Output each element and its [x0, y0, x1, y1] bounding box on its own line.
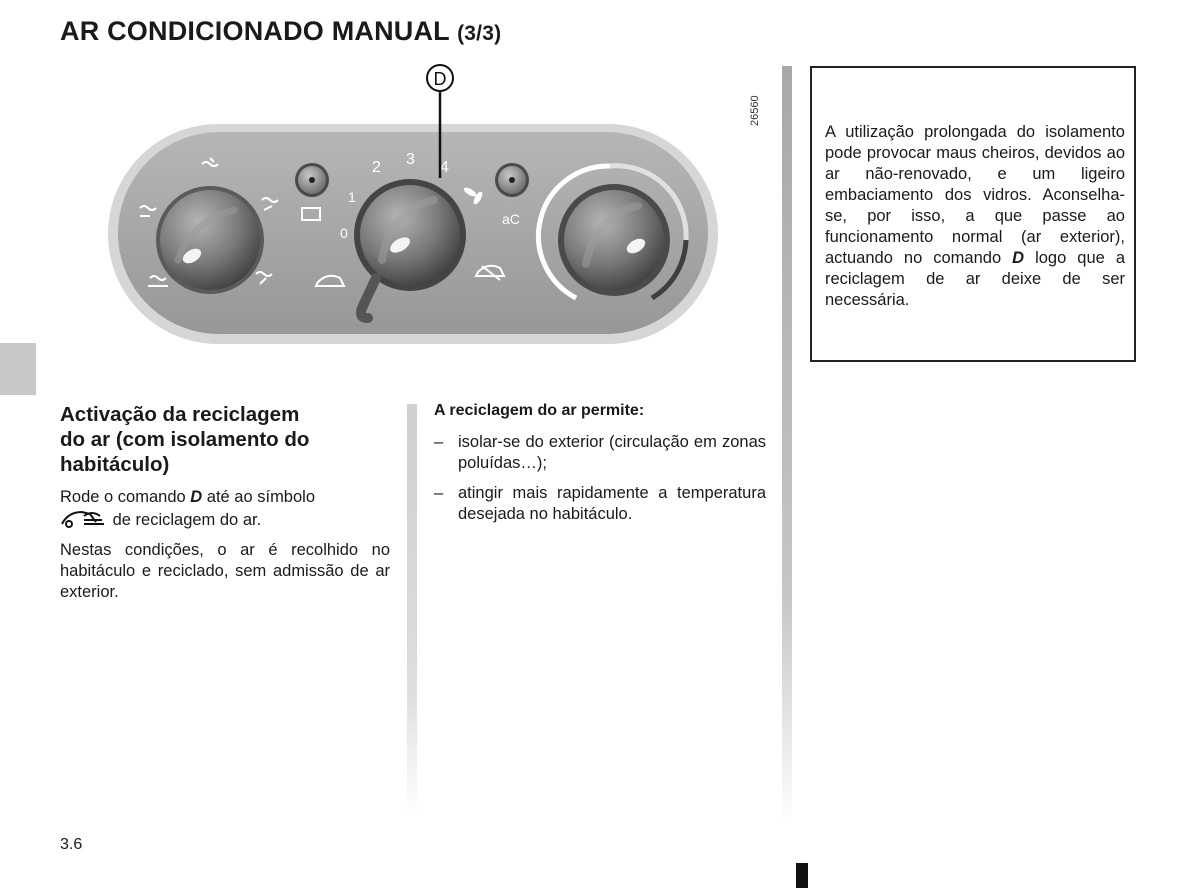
instruction-paragraph	[60, 487, 390, 531]
instruction-text-end: de reciclagem do ar.	[108, 511, 262, 529]
benefits-list	[434, 432, 766, 534]
warning-note-text	[825, 122, 1125, 311]
fan-speed-mark-1: 1	[348, 189, 356, 205]
fan-speed-mark-0: 0	[340, 225, 348, 241]
warning-note-start: A utilização prolongada do isolamento pode provocar maus cheiros, devidos ao ar não-renovado, e um ligeiro embaciamento dos vidros. Aconselha-se, por isso, a que passe ao funcionamento normal (ar exterior), actuando no comando	[825, 123, 1125, 267]
climate-control-panel-illustration	[100, 60, 780, 350]
warning-note-box	[810, 66, 1136, 362]
page-edge-marker	[796, 863, 808, 888]
fan-speed-mark-4: 4	[440, 159, 449, 176]
temperature-knob[interactable]	[558, 184, 670, 296]
section-tab	[0, 343, 36, 395]
figure-code	[742, 78, 764, 128]
air-distribution-knob[interactable]	[156, 186, 264, 294]
section-heading-line-1: Activação da reciclagem	[60, 403, 300, 426]
text-column-divider	[407, 404, 417, 814]
list-item-dash: –	[434, 433, 444, 451]
ac-button[interactable]	[495, 163, 529, 197]
figure-code-text: 26560	[749, 95, 761, 126]
fan-speed-mark-2: 2	[372, 159, 381, 176]
fan-speed-mark-3: 3	[406, 151, 415, 168]
instruction-text-start: Rode o comando	[60, 488, 191, 506]
callout-label: D	[433, 69, 447, 89]
fan-speed-knob[interactable]	[354, 179, 466, 291]
warning-note-control-d: D	[1012, 249, 1025, 267]
page-title	[60, 16, 501, 47]
list-item-text: isolar-se do exterior (circulação em zonas poluídas…);	[458, 433, 766, 472]
page-number: 3.6	[60, 836, 83, 853]
instruction-text-middle: até ao símbolo	[202, 488, 316, 506]
section-heading-line-3: habitáculo)	[60, 453, 170, 476]
section-heading-line-2: do ar (com isolamento do	[60, 428, 310, 451]
section-heading	[60, 402, 390, 477]
list-item	[434, 432, 766, 474]
recirculation-symbol-icon	[60, 508, 108, 528]
ac-label: aC	[502, 211, 520, 227]
list-item-dash: –	[434, 484, 444, 502]
control-d-reference: D	[190, 488, 203, 506]
benefits-heading: A reciclagem do ar permite:	[434, 402, 645, 419]
list-item-text: atingir mais rapidamente a temperatura desejada no habitáculo.	[458, 484, 766, 523]
warning-note-end: logo que a reciclagem de ar deixe de ser necessária.	[825, 249, 1125, 309]
page-title-text: AR CONDICIONADO MANUAL	[60, 16, 450, 46]
list-item	[434, 483, 766, 525]
main-column-divider	[782, 66, 792, 826]
page-title-suffix: (3/3)	[457, 22, 502, 45]
rear-defrost-button[interactable]	[295, 163, 329, 197]
conditions-paragraph: Nestas condições, o ar é recolhido no habitáculo e reciclado, sem admissão de ar exterior.	[60, 541, 390, 601]
